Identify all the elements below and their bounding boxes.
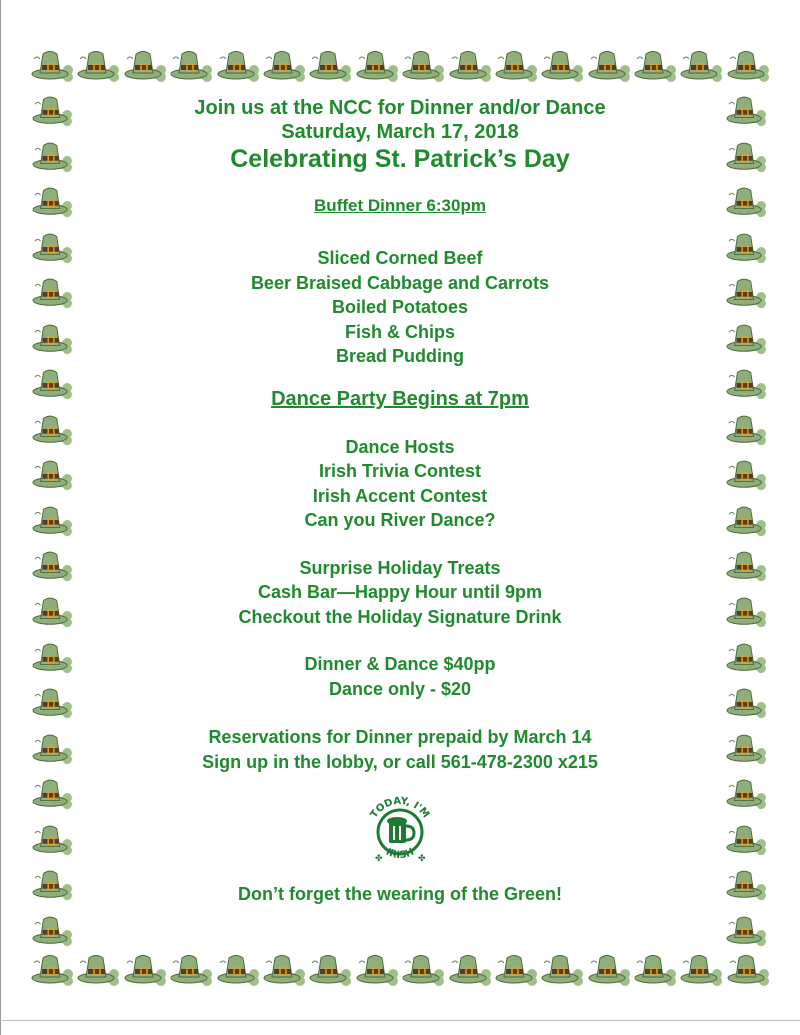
leprechaun-hat-shamrock-icon — [724, 363, 768, 401]
badge-top-text: TODAY, I'M — [368, 796, 432, 821]
leprechaun-hat-shamrock-icon — [724, 637, 768, 675]
activity-item: Can you River Dance? — [304, 510, 496, 531]
leprechaun-hat-shamrock-icon — [123, 44, 167, 84]
leprechaun-hat-shamrock-icon — [30, 181, 74, 219]
leprechaun-hat-shamrock-icon — [724, 819, 768, 857]
leprechaun-hat-shamrock-icon — [724, 910, 768, 948]
invite-line: Join us at the NCC for Dinner and/or Dance — [194, 97, 606, 119]
leprechaun-hat-shamrock-icon — [76, 948, 120, 988]
leprechaun-hat-shamrock-icon — [30, 682, 74, 720]
leprechaun-hat-shamrock-icon — [169, 948, 213, 988]
leprechaun-hat-shamrock-icon — [724, 728, 768, 766]
leprechaun-hat-shamrock-icon — [724, 773, 768, 811]
menu-item: Bread Pudding — [335, 346, 464, 367]
page-edge-left — [0, 0, 1, 1035]
leprechaun-hat-shamrock-icon — [724, 136, 768, 174]
leprechaun-hat-shamrock-icon — [30, 728, 74, 766]
leprechaun-hat-shamrock-icon — [633, 948, 677, 988]
extra-item: Surprise Holiday Treats — [299, 557, 501, 578]
activity-item: Dance Hosts — [345, 436, 455, 457]
leprechaun-hat-shamrock-icon — [724, 318, 768, 356]
leprechaun-hat-shamrock-icon — [30, 318, 74, 356]
leprechaun-hat-shamrock-icon — [401, 948, 445, 988]
leprechaun-hat-shamrock-icon — [355, 44, 399, 84]
leprechaun-hat-shamrock-icon — [76, 44, 120, 84]
extra-item: Checkout the Holiday Signature Drink — [238, 606, 562, 627]
leprechaun-hat-shamrock-icon — [540, 948, 584, 988]
leprechaun-hat-shamrock-icon — [308, 44, 352, 84]
leprechaun-hat-shamrock-icon — [724, 90, 768, 128]
flyer-content — [90, 96, 710, 906]
leprechaun-hat-shamrock-icon — [448, 44, 492, 84]
leprechaun-hat-shamrock-icon — [633, 44, 677, 84]
leprechaun-hat-shamrock-icon — [726, 948, 770, 988]
leprechaun-hat-shamrock-icon — [216, 948, 260, 988]
leprechaun-hat-shamrock-icon — [587, 948, 631, 988]
border-top — [30, 44, 770, 90]
leprechaun-hat-shamrock-icon — [30, 136, 74, 174]
leprechaun-hat-shamrock-icon — [30, 409, 74, 447]
leprechaun-hat-shamrock-icon — [169, 44, 213, 84]
activity-item: Irish Trivia Contest — [318, 461, 482, 482]
leprechaun-hat-shamrock-icon — [724, 181, 768, 219]
leprechaun-hat-shamrock-icon — [679, 948, 723, 988]
leprechaun-hat-shamrock-icon — [30, 545, 74, 583]
leprechaun-hat-shamrock-icon — [494, 948, 538, 988]
reservation-line: Reservations for Dinner prepaid by March 14 — [208, 727, 592, 748]
leprechaun-hat-shamrock-icon — [30, 637, 74, 675]
buffet-heading: Buffet Dinner 6:30pm — [314, 196, 486, 215]
leprechaun-hat-shamrock-icon — [262, 948, 306, 988]
page-edge-bottom — [0, 1020, 800, 1021]
leprechaun-hat-shamrock-icon — [30, 272, 74, 310]
today-im-irish-badge — [360, 790, 440, 870]
menu-item: Boiled Potatoes — [331, 297, 469, 318]
beer-mug-badge-icon — [360, 790, 440, 870]
price-line: Dance only - $20 — [328, 678, 472, 699]
leprechaun-hat-shamrock-icon — [448, 948, 492, 988]
leprechaun-hat-shamrock-icon — [30, 948, 74, 988]
leprechaun-hat-shamrock-icon — [308, 948, 352, 988]
dance-heading: Dance Party Begins at 7pm — [271, 387, 529, 410]
leprechaun-hat-shamrock-icon — [30, 90, 74, 128]
menu-item: Sliced Corned Beef — [317, 248, 483, 269]
footer-line: Don’t forget the wearing of the Green! — [237, 884, 562, 905]
leprechaun-hat-shamrock-icon — [724, 409, 768, 447]
event-date: Saturday, March 17, 2018 — [281, 121, 519, 143]
menu-item: Fish & Chips — [344, 321, 455, 342]
leprechaun-hat-shamrock-icon — [30, 44, 74, 84]
leprechaun-hat-shamrock-icon — [30, 773, 74, 811]
leprechaun-hat-shamrock-icon — [587, 44, 631, 84]
leprechaun-hat-shamrock-icon — [30, 591, 74, 629]
leprechaun-hat-shamrock-icon — [724, 500, 768, 538]
extra-item: Cash Bar—Happy Hour until 9pm — [257, 582, 543, 603]
menu-item: Beer Braised Cabbage and Carrots — [250, 272, 550, 293]
border-left — [30, 90, 76, 948]
leprechaun-hat-shamrock-icon — [216, 44, 260, 84]
leprechaun-hat-shamrock-icon — [30, 819, 74, 857]
leprechaun-hat-shamrock-icon — [30, 227, 74, 265]
leprechaun-hat-shamrock-icon — [724, 682, 768, 720]
leprechaun-hat-shamrock-icon — [355, 948, 399, 988]
border-right — [724, 90, 770, 948]
leprechaun-hat-shamrock-icon — [724, 591, 768, 629]
shamrock-icon: ✤ — [418, 853, 426, 864]
leprechaun-hat-shamrock-icon — [540, 44, 584, 84]
leprechaun-hat-shamrock-icon — [262, 44, 306, 84]
shamrock-icon: ✤ — [375, 853, 383, 864]
leprechaun-hat-shamrock-icon — [30, 363, 74, 401]
leprechaun-hat-shamrock-icon — [30, 500, 74, 538]
leprechaun-hat-shamrock-icon — [726, 44, 770, 84]
leprechaun-hat-shamrock-icon — [30, 454, 74, 492]
badge-bottom-text: IRISH — [383, 846, 416, 862]
activity-item: Irish Accent Contest — [312, 485, 488, 506]
reservation-line: Sign up in the lobby, or call 561-478-2300 x215 — [202, 751, 598, 772]
leprechaun-hat-shamrock-icon — [724, 227, 768, 265]
leprechaun-hat-shamrock-icon — [30, 910, 74, 948]
leprechaun-hat-shamrock-icon — [724, 864, 768, 902]
leprechaun-hat-shamrock-icon — [401, 44, 445, 84]
leprechaun-hat-shamrock-icon — [724, 545, 768, 583]
leprechaun-hat-shamrock-icon — [724, 272, 768, 310]
leprechaun-hat-shamrock-icon — [679, 44, 723, 84]
leprechaun-hat-shamrock-icon — [494, 44, 538, 84]
leprechaun-hat-shamrock-icon — [30, 864, 74, 902]
leprechaun-hat-shamrock-icon — [724, 454, 768, 492]
border-bottom — [30, 948, 770, 994]
price-line: Dinner & Dance $40pp — [304, 654, 496, 675]
leprechaun-hat-shamrock-icon — [123, 948, 167, 988]
event-title: Celebrating St. Patrick’s Day — [230, 145, 570, 173]
